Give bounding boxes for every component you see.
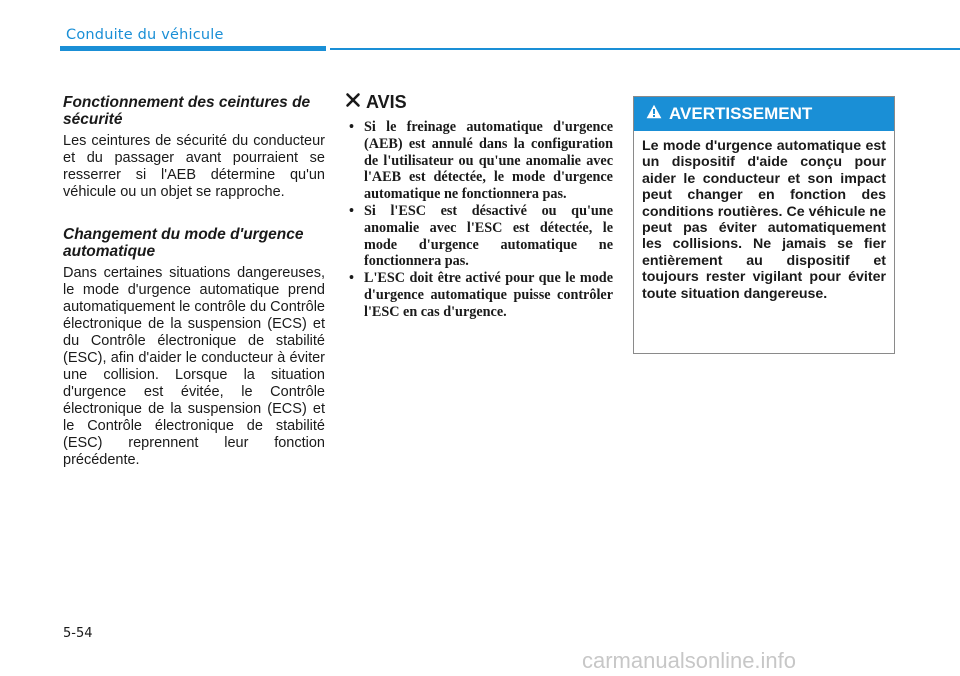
section-body-seatbelts: Les ceintures de sécurité du conducteur et du passager avant pourraient se resserrer si l'AEB détermine qu'un véhicule ou un objet se rapproche. xyxy=(63,133,325,200)
avis-item-esc-required: • L'ESC doit être activé pour que le mode d'urgence automatique puisse contrôler l'ESC en cas d'urgence. xyxy=(349,270,613,320)
header-rule-thick xyxy=(60,46,326,51)
avis-heading xyxy=(345,92,613,113)
left-column xyxy=(63,94,325,469)
chapter-title: Conduite du véhicule xyxy=(66,27,224,43)
page-number: 5-54 xyxy=(63,626,93,641)
warning-box xyxy=(633,96,895,354)
warning-body: Le mode d'urgence automatique est un dispositif d'aide conçu pour aider le conducteur et son impact peut changer en fonction des conditions routières. Ce véhicule ne peut pas éviter automatiquement les collisions. Ne jamais se fier entièrement au dispositif et toujours rester vigilant pour éviter toute situation dangereuse. xyxy=(642,138,886,302)
avis-list xyxy=(345,119,613,321)
section-heading-emergency-mode: Changement du mode d'urgence automatique xyxy=(63,226,304,260)
section-body-emergency-mode: Dans certaines situations dangereuses, le mode d'urgence automatique prend automatiquement le contrôle du Contrôle électronique de la suspension (ECS) et du Contrôle électronique de stabilité (ESC), afin d'aider le conducteur à éviter une collision. Lorsque la situation d'urgence est évitée, le Contrôle électronique de la suspension (ECS) et le Contrôle électronique de stabilité (ESC) reprennent leur fonction précédente. xyxy=(63,265,325,468)
avis-item-aeb: • Si le freinage automatique d'urgence (AEB) est annulé dans la configuration de l'utilisateur ou qu'une anomalie avec l'AEB est détectée, le mode d'urgence automatique ne fonctionnera pas. xyxy=(349,119,613,203)
asterisk-icon xyxy=(345,92,361,113)
warning-title: AVERTISSEMENT xyxy=(669,104,813,123)
warning-header xyxy=(634,97,894,131)
avis-title: AVIS xyxy=(366,92,407,112)
watermark: carmanualsonline.info xyxy=(582,648,797,673)
avis-notice xyxy=(345,92,613,321)
warning-triangle-icon xyxy=(646,104,662,124)
section-heading-seatbelts: Fonctionnement des ceintures de sécurité xyxy=(63,94,311,128)
header-rule-thin xyxy=(330,48,960,50)
avis-item-esc-disabled: • Si l'ESC est désactivé ou qu'une anomalie avec l'ESC est détectée, le mode d'urgence automatique ne fonctionnera pas. xyxy=(349,202,613,270)
